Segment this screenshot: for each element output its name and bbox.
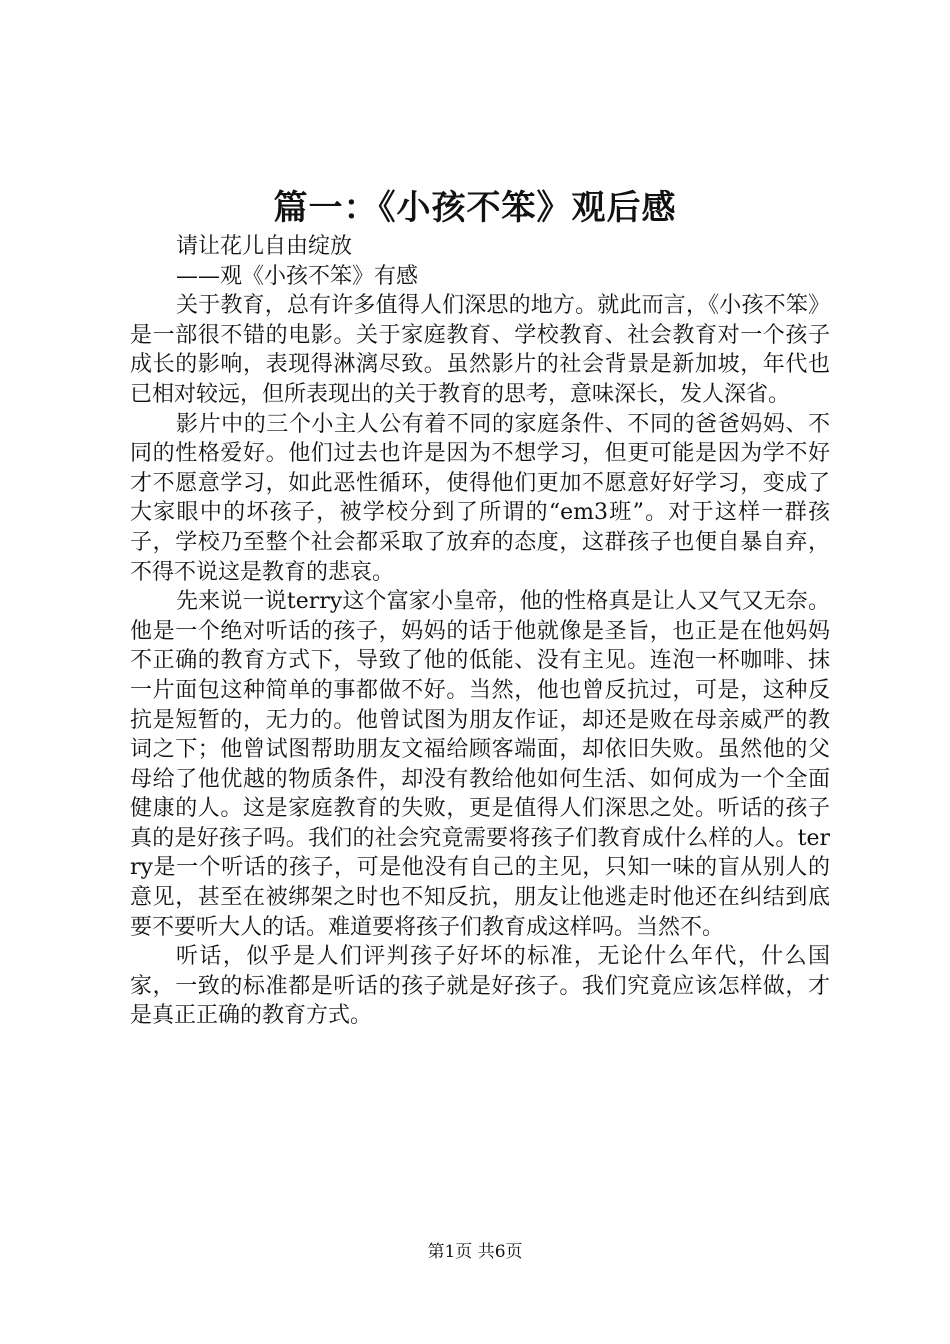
page-footer: 第1页 共6页 — [427, 1242, 523, 1262]
subheading-line: ——观《小孩不笨》有感 — [176, 263, 419, 289]
paragraph-3: 先来说一说terry这个富家小皇帝，他的性格真是让人又气又无奈。他是一个绝对听话的孩子，妈妈的话于他就像是圣旨，也正是在他妈妈不正确的教育方式下，导致了他的低能、没有主见。连泡一杯咖啡、抹一片面包这种简单的事都做不好。当然，他也曾反抗过，可是，这种反抗是短暂的，无力的。他曾试图为朋友作证，却还是败在母亲威严的教词之下；他曾试图帮助朋友文福给顾客端面，却依旧失败。虽然他的父母给了他优越的物质条件，却没有教给他如何生活、如何成为一个全面健康的人。这是家庭教育的失败，更是值得人们深思之处。听话的孩子真的是好孩子吗。我们的社会究竟需要将孩子们教育成什么样的人。terry是一个听话的孩子，可是他没有自己的主见，只知一味的盲从别人的意见，甚至在被绑架之时也不知反抗，朋友让他逃走时他还在纠结到底要不要听大人的话。难道要将孩子们教育成这样吗。当然不。 — [130, 589, 830, 940]
paragraph-4: 听话，似乎是人们评判孩子好坏的标准，无论什么年代，什么国家，一致的标准都是听话的孩子就是好孩子。我们究竟应该怎样做，才是真正正确的教育方式。 — [130, 944, 830, 1029]
paragraph-2: 影片中的三个小主人公有着不同的家庭条件、不同的爸爸妈妈、不同的性格爱好。他们过去也许是因为不想学习，但更可能是因为学不好才不愿意学习，如此恶性循环，使得他们更加不愿意好好学习，变成了大家眼中的坏孩子，被学校分到了所谓的“em3班”。对于这样一群孩子，学校乃至整个社会都采取了放弃的态度，这群孩子也便自暴自弃，不得不说这是教育的悲哀。 — [130, 411, 830, 585]
document-title: 篇一：《小孩不笨》观后感 — [273, 188, 677, 228]
document-body — [130, 232, 830, 1031]
paragraph-1: 关于教育，总有许多值得人们深思的地方。就此而言，《小孩不笨》是一部很不错的电影。关于家庭教育、学校教育、社会教育对一个孩子成长的影响，表现得淋漓尽致。虽然影片的社会背景是新加坡，年代也已相对较远，但所表现出的关于教育的思考，意味深长，发人深省。 — [130, 293, 830, 407]
subtitle-line: 请让花儿自由绽放 — [176, 234, 353, 259]
